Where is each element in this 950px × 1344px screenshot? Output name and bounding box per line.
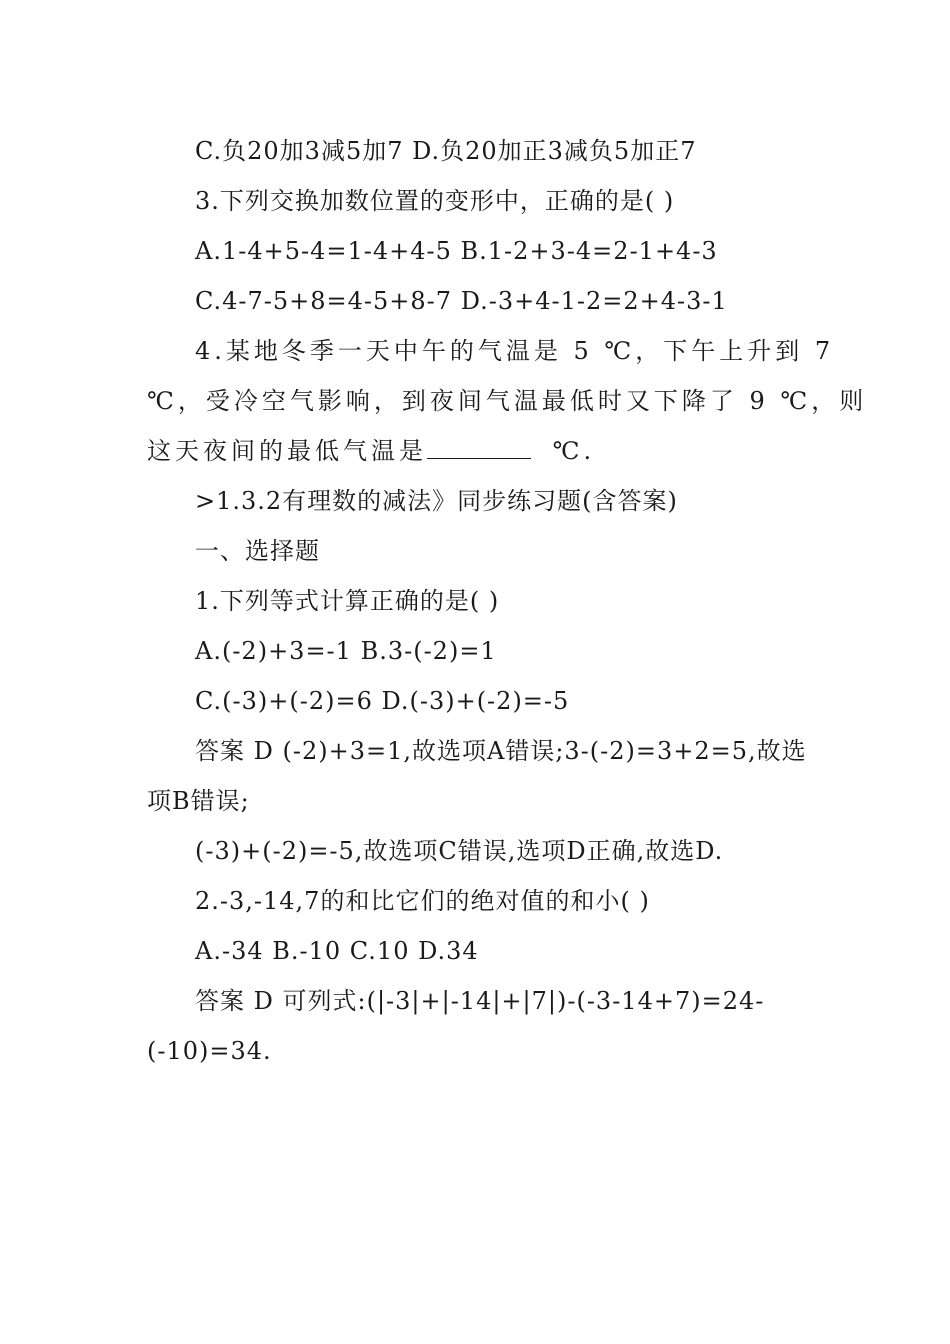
p1-question: 1.下列等式计算正确的是( )	[195, 587, 500, 615]
section-heading-choice: 一、选择题	[195, 537, 320, 565]
q4-unit: ℃.	[541, 437, 596, 465]
p2-question: 2.-3,-14,7的和比它们的绝对值的和小( )	[195, 887, 650, 915]
p1-answer-line2: 项B错误;	[147, 787, 250, 815]
q2-options-cd: C.负20加3减5加7 D.负20加正3减负5加正7	[195, 137, 697, 165]
q3-options-cd: C.4-7-5+8=4-5+8-7 D.-3+4-1-2=2+4-3-1	[195, 287, 728, 315]
p2-options: A.-34 B.-10 C.10 D.34	[195, 937, 479, 965]
q4-question-line2: ℃，受冷空气影响，到夜间气温最低时又下降了 9 ℃，则	[147, 387, 868, 415]
p1-answer-line1: 答案 D (-2)+3=1,故选项A错误;3-(-2)=3+2=5,故选	[195, 737, 807, 765]
answer-blank[interactable]	[427, 436, 531, 459]
q3-options-ab: A.1-4+5-4=1-4+4-5 B.1-2+3-4=2-1+4-3	[195, 237, 718, 265]
p2-answer-line2: (-10)=34.	[147, 1037, 272, 1065]
q3-question: 3.下列交换加数位置的变形中，正确的是( )	[195, 187, 675, 215]
section-title: >1.3.2有理数的减法》同步练习题(含答案)	[195, 487, 678, 515]
p2-answer-line1: 答案 D 可列式:(|-3|+|-14|+|7|)-(-3-14+7)=24-	[195, 987, 765, 1015]
p1-options-ab: A.(-2)+3=-1 B.3-(-2)=1	[195, 637, 497, 665]
q4-question-line3	[147, 436, 595, 466]
p1-options-cd: C.(-3)+(-2)=6 D.(-3)+(-2)=-5	[195, 687, 570, 715]
q4-question-line1: 4.某地冬季一天中午的气温是 5 ℃，下午上升到 7	[195, 337, 835, 365]
p1-answer-line3: (-3)+(-2)=-5,故选项C错误,选项D正确,故选D.	[195, 837, 724, 865]
q4-question-text: 这天夜间的最低气温是	[147, 437, 427, 465]
